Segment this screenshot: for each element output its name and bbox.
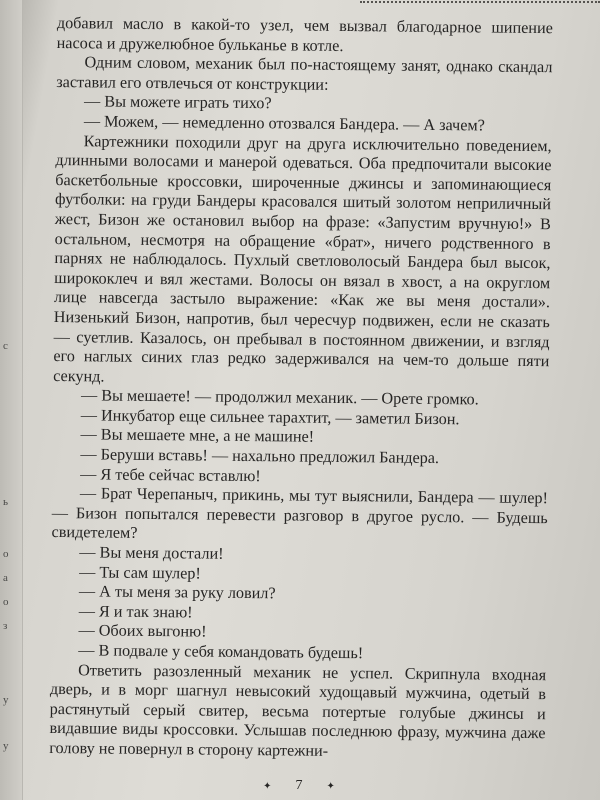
paragraph: Ответить разозленный механик не успел. Скрипнула входная дверь, и в морг шагнул невысокий худощавый мужчина, одетый в растянутый серый свитер, весьма потертые голубые джинсы и видавшие виды кроссовки. Услышав последнюю фразу, мужчина даже голову не повернул в сторону картежни-	[49, 660, 547, 760]
paragraph: Картежники походили друг на друга исключительно поведением, длинными волосами и манерой одеваться. Оба предпочитали высокие баскетбольные кроссовки, широченные джинсы и запоминающиеся футболки: на груди Бандеры красовался шитый золотом неприличный жест, Бизон же остановил выбор на фразе: «Запустим вручную!» В остальном, несмотря на обращение «брат», ничего родственного в парнях не наблюдалось. Пухлый светловолосый Бандера был высок, ширококлеч и вял жестами. Волосы он вязал в хвост, а на округлом лице навсегда застыло выражение: «Как же вы меня достали». Низенький Бизон, напротив, был чересчур подвижен, если не сказать — суетлив. Казалось, он пребывал в постоянном движении, и взгляд его наглых синих глаз редко задерживался на чем-то дольше пяти секунд.	[53, 131, 552, 386]
margin-mark: о	[3, 548, 9, 560]
paragraph: Одним словом, механик был по-настоящему занят, однако скандал заставил его отвлечься от конструкции:	[56, 53, 553, 94]
page-text	[49, 14, 553, 764]
dialogue-line: — Вы мешаете мне, а не машине!	[80, 425, 315, 447]
margin-mark: с	[3, 340, 8, 352]
header-rule	[360, 1, 600, 3]
page-footer	[0, 778, 600, 794]
margin-mark: ь	[3, 496, 9, 508]
paragraph: добавил масло в какой-то узел, чем вызвал благодарное шипение насоса и дружелюбное бульканье в котле.	[56, 14, 553, 55]
ornament-left-icon: ✦	[263, 781, 274, 792]
dialogue-line: — Вы можете играть тихо?	[83, 92, 272, 113]
margin-mark: у	[3, 740, 9, 752]
margin-mark: о	[3, 596, 9, 608]
dialogue-line: — В подвале у себя командовать будешь!	[78, 641, 364, 663]
dialogue-line: — Инкубатор еще сильнее тарахтит, — заметил Бизон.	[80, 406, 460, 429]
dialogue-line: — Беруши вставь! — нахально предложил Бандера.	[80, 445, 440, 468]
paragraph: — Брат Черепаныч, прикинь, мы тут выяснили, Бандера — шулер! — Бизон попытался перевести разговор в другое русло. — Будешь свидетелем?	[51, 484, 549, 543]
page-number: 7	[295, 778, 305, 793]
dialogue-line: — Обоих выгоню!	[78, 621, 207, 642]
dialogue-line: — Вы мешаете! — продолжил механик. — Орете громко.	[80, 386, 479, 409]
adjacent-page-edge	[0, 0, 23, 800]
margin-mark: у	[3, 694, 9, 706]
margin-mark: а	[3, 572, 8, 584]
dialogue-line: — А ты меня за руку ловил?	[78, 582, 276, 603]
dialogue-line: — Я тебе сейчас вставлю!	[80, 464, 261, 485]
dialogue-line: — Ты сам шулер!	[79, 562, 201, 583]
dialogue-line: — Я и так знаю!	[78, 602, 193, 622]
dialogue-line: — Можем, — немедленно отозвался Бандера. — А зачем?	[83, 112, 485, 135]
margin-mark: з	[3, 620, 8, 632]
ornament-right-icon: ✦	[326, 781, 337, 792]
dialogue-line: — Вы меня достали!	[79, 543, 224, 563]
